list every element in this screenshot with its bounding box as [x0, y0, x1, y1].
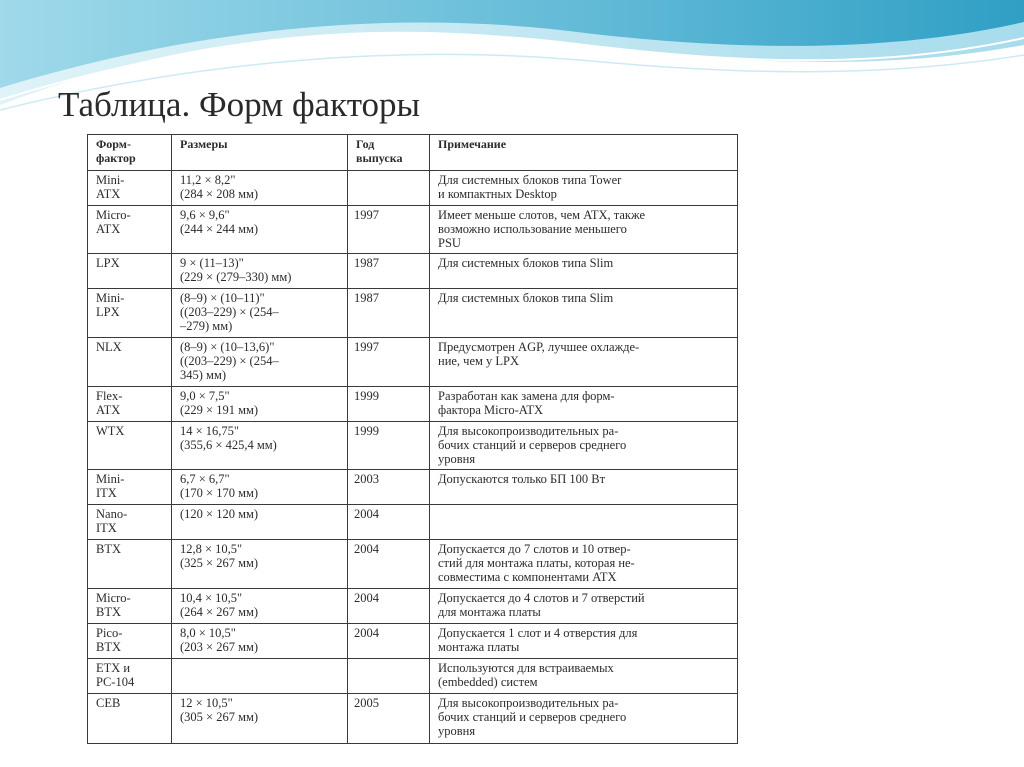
cell-dimensions: 9,0 × 7,5" (229 × 191 мм): [172, 387, 348, 422]
table-row: [88, 470, 738, 505]
table-row: [88, 387, 738, 422]
table-row: [88, 624, 738, 659]
cell-note: [430, 505, 738, 540]
table-row: [88, 171, 738, 206]
slide-title: Таблица. Форм факторы: [58, 85, 421, 124]
cell-dimensions: 9 × (11–13)" (229 × (279–330) мм): [172, 254, 348, 289]
table-row: [88, 338, 738, 387]
cell-form-factor: Flex- ATX: [88, 387, 172, 422]
table-row: [88, 505, 738, 540]
cell-dimensions: (120 × 120 мм): [172, 505, 348, 540]
cell-form-factor: Pico- BTX: [88, 624, 172, 659]
cell-note: Для высокопроизводительных ра- бочих станций и серверов среднего уровня: [430, 694, 738, 744]
cell-year: 2003: [348, 470, 430, 505]
cell-form-factor: Mini- ITX: [88, 470, 172, 505]
cell-year: 1999: [348, 387, 430, 422]
cell-year: 1997: [348, 338, 430, 387]
cell-dimensions: 12 × 10,5" (305 × 267 мм): [172, 694, 348, 744]
table-row: [88, 422, 738, 470]
table-row: [88, 289, 738, 338]
cell-form-factor: LPX: [88, 254, 172, 289]
cell-note: Имеет меньше слотов, чем ATX, также возможно использование меньшего PSU: [430, 206, 738, 254]
cell-year: 2005: [348, 694, 430, 744]
cell-form-factor: WTX: [88, 422, 172, 470]
cell-note: Допускается до 7 слотов и 10 отвер- стий для монтажа платы, которая не- совместима с компонентами ATX: [430, 540, 738, 589]
header-dimensions: Размеры: [172, 135, 348, 171]
cell-dimensions: 12,8 × 10,5" (325 × 267 мм): [172, 540, 348, 589]
cell-note: Для системных блоков типа Tower и компактных Desktop: [430, 171, 738, 206]
cell-form-factor: Mini- ATX: [88, 171, 172, 206]
cell-note: Допускается 1 слот и 4 отверстия для монтажа платы: [430, 624, 738, 659]
cell-dimensions: (8–9) × (10–13,6)" ((203–229) × (254– 345) мм): [172, 338, 348, 387]
cell-form-factor: BTX: [88, 540, 172, 589]
header-release-year: Год выпуска: [348, 135, 430, 171]
table-row: [88, 659, 738, 694]
cell-note: Допускаются только БП 100 Вт: [430, 470, 738, 505]
table-row: [88, 694, 738, 744]
cell-year: 2004: [348, 589, 430, 624]
cell-form-factor: Mini- LPX: [88, 289, 172, 338]
cell-note: Для системных блоков типа Slim: [430, 254, 738, 289]
cell-note: Предусмотрен AGP, лучшее охлажде- ние, чем у LPX: [430, 338, 738, 387]
cell-year: 2004: [348, 540, 430, 589]
cell-year: [348, 659, 430, 694]
cell-dimensions: [172, 659, 348, 694]
cell-note: Используются для встраиваемых (embedded) систем: [430, 659, 738, 694]
cell-year: [348, 171, 430, 206]
cell-dimensions: 9,6 × 9,6" (244 × 244 мм): [172, 206, 348, 254]
cell-dimensions: 6,7 × 6,7" (170 × 170 мм): [172, 470, 348, 505]
table-row: [88, 589, 738, 624]
cell-dimensions: 8,0 × 10,5" (203 × 267 мм): [172, 624, 348, 659]
cell-note: Допускается до 4 слотов и 7 отверстий для монтажа платы: [430, 589, 738, 624]
cell-note: Для системных блоков типа Slim: [430, 289, 738, 338]
cell-dimensions: 11,2 × 8,2" (284 × 208 мм): [172, 171, 348, 206]
cell-year: 1997: [348, 206, 430, 254]
cell-year: 1987: [348, 289, 430, 338]
cell-year: 2004: [348, 505, 430, 540]
header-form-factor: Форм- фактор: [88, 135, 172, 171]
table-header-row: [88, 135, 738, 171]
cell-year: 2004: [348, 624, 430, 659]
cell-dimensions: 14 × 16,75" (355,6 × 425,4 мм): [172, 422, 348, 470]
cell-note: Разработан как замена для форм- фактора Micro-ATX: [430, 387, 738, 422]
cell-note: Для высокопроизводительных ра- бочих станций и серверов среднего уровня: [430, 422, 738, 470]
cell-year: 1999: [348, 422, 430, 470]
table-row: [88, 254, 738, 289]
cell-form-factor: Nano- ITX: [88, 505, 172, 540]
cell-dimensions: (8–9) × (10–11)" ((203–229) × (254– –279) мм): [172, 289, 348, 338]
cell-dimensions: 10,4 × 10,5" (264 × 267 мм): [172, 589, 348, 624]
cell-form-factor: NLX: [88, 338, 172, 387]
form-factor-table: [87, 134, 738, 744]
table-row: [88, 206, 738, 254]
cell-form-factor: Micro- BTX: [88, 589, 172, 624]
header-note: Примечание: [430, 135, 738, 171]
cell-form-factor: CEB: [88, 694, 172, 744]
cell-form-factor: ETX и PC-104: [88, 659, 172, 694]
cell-form-factor: Micro- ATX: [88, 206, 172, 254]
table-row: [88, 540, 738, 589]
cell-year: 1987: [348, 254, 430, 289]
